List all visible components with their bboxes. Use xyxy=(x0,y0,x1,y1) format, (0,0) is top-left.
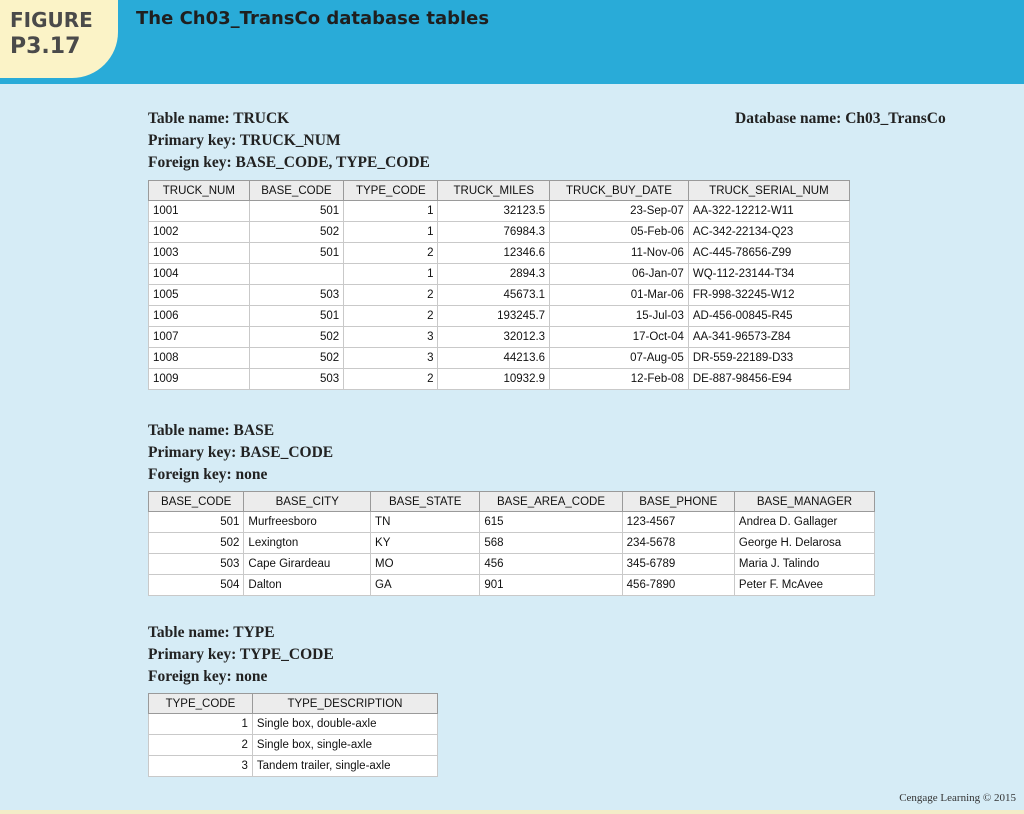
type-column-header: TYPE_DESCRIPTION xyxy=(252,694,437,714)
database-name: Database name: Ch03_TransCo xyxy=(735,110,946,127)
base-cell: Andrea D. Gallager xyxy=(734,512,874,533)
base-cell: Murfreesboro xyxy=(244,512,371,533)
base-cell: 234-5678 xyxy=(622,533,734,554)
truck-cell: 32123.5 xyxy=(438,201,550,222)
truck-column-header: TYPE_CODE xyxy=(344,181,438,201)
truck-cell: 502 xyxy=(249,348,344,369)
truck-cell: 07-Aug-05 xyxy=(550,348,689,369)
base-cell: Lexington xyxy=(244,533,371,554)
base-cell: 615 xyxy=(480,512,622,533)
base-cell: 123-4567 xyxy=(622,512,734,533)
truck-table-name: Table name: TRUCK xyxy=(148,110,290,127)
base-cell: 504 xyxy=(149,575,244,596)
copyright-credit: Cengage Learning © 2015 xyxy=(899,792,1016,804)
truck-table-row xyxy=(149,264,850,285)
base-primary-key: Primary key: BASE_CODE xyxy=(148,444,334,461)
figure-tab xyxy=(0,0,118,78)
type-table-row xyxy=(149,714,438,735)
truck-cell: DR-559-22189-D33 xyxy=(688,348,849,369)
type-cell: 2 xyxy=(149,735,253,756)
base-cell: 901 xyxy=(480,575,622,596)
type-cell: Tandem trailer, single-axle xyxy=(252,756,437,777)
truck-cell: 2 xyxy=(344,243,438,264)
base-cell: Peter F. McAvee xyxy=(734,575,874,596)
truck-cell: 3 xyxy=(344,327,438,348)
truck-table-body xyxy=(149,201,850,390)
truck-cell: AD-456-00845-R45 xyxy=(688,306,849,327)
truck-cell: 2 xyxy=(344,306,438,327)
truck-cell: WQ-112-23144-T34 xyxy=(688,264,849,285)
base-table-row xyxy=(149,554,875,575)
truck-cell: AA-322-12212-W11 xyxy=(688,201,849,222)
type-table-meta xyxy=(148,622,334,688)
truck-cell: AC-342-22134-Q23 xyxy=(688,222,849,243)
truck-cell: 11-Nov-06 xyxy=(550,243,689,264)
base-cell: KY xyxy=(371,533,480,554)
truck-table-row xyxy=(149,243,850,264)
base-cell: 456-7890 xyxy=(622,575,734,596)
truck-cell xyxy=(249,264,344,285)
truck-cell: 193245.7 xyxy=(438,306,550,327)
truck-table-meta xyxy=(148,108,430,174)
base-table-row xyxy=(149,512,875,533)
truck-cell: 2 xyxy=(344,369,438,390)
truck-cell: 44213.6 xyxy=(438,348,550,369)
type-table xyxy=(148,693,438,777)
truck-cell: AC-445-78656-Z99 xyxy=(688,243,849,264)
type-cell: Single box, single-axle xyxy=(252,735,437,756)
type-cell: Single box, double-axle xyxy=(252,714,437,735)
base-table-name: Table name: BASE xyxy=(148,422,275,439)
base-table-meta xyxy=(148,420,333,486)
truck-column-header: TRUCK_SERIAL_NUM xyxy=(688,181,849,201)
base-cell: 503 xyxy=(149,554,244,575)
base-cell: Cape Girardeau xyxy=(244,554,371,575)
truck-cell: 06-Jan-07 xyxy=(550,264,689,285)
base-cell: Dalton xyxy=(244,575,371,596)
base-cell: GA xyxy=(371,575,480,596)
truck-cell: 501 xyxy=(249,243,344,264)
truck-cell: 05-Feb-06 xyxy=(550,222,689,243)
type-table-row xyxy=(149,756,438,777)
type-foreign-key: Foreign key: none xyxy=(148,668,268,685)
type-table-body xyxy=(149,714,438,777)
truck-header-row xyxy=(149,181,850,201)
truck-cell: 1 xyxy=(344,222,438,243)
truck-table-row xyxy=(149,327,850,348)
truck-cell: 45673.1 xyxy=(438,285,550,306)
truck-column-header: BASE_CODE xyxy=(249,181,344,201)
truck-cell: AA-341-96573-Z84 xyxy=(688,327,849,348)
base-cell: 345-6789 xyxy=(622,554,734,575)
truck-cell: 1009 xyxy=(149,369,250,390)
type-table-row xyxy=(149,735,438,756)
base-cell: Maria J. Talindo xyxy=(734,554,874,575)
truck-cell: 501 xyxy=(249,306,344,327)
base-cell: 568 xyxy=(480,533,622,554)
truck-column-header: TRUCK_MILES xyxy=(438,181,550,201)
base-table-row xyxy=(149,575,875,596)
truck-table-row xyxy=(149,306,850,327)
truck-cell: 76984.3 xyxy=(438,222,550,243)
base-column-header: BASE_STATE xyxy=(371,492,480,512)
truck-cell: 17-Oct-04 xyxy=(550,327,689,348)
base-cell: 502 xyxy=(149,533,244,554)
truck-primary-key: Primary key: TRUCK_NUM xyxy=(148,132,341,149)
bottom-rule xyxy=(0,810,1024,814)
truck-cell: 1004 xyxy=(149,264,250,285)
truck-cell: 3 xyxy=(344,348,438,369)
base-table-row xyxy=(149,533,875,554)
base-header-row xyxy=(149,492,875,512)
figure-number: P3.17 xyxy=(10,34,81,59)
truck-cell: 502 xyxy=(249,327,344,348)
base-column-header: BASE_CODE xyxy=(149,492,244,512)
truck-cell: 1 xyxy=(344,201,438,222)
figure-title: The Ch03_TransCo database tables xyxy=(136,8,490,29)
base-cell: 501 xyxy=(149,512,244,533)
truck-table-row xyxy=(149,369,850,390)
truck-cell: 01-Mar-06 xyxy=(550,285,689,306)
base-cell: MO xyxy=(371,554,480,575)
truck-cell: DE-887-98456-E94 xyxy=(688,369,849,390)
truck-cell: 503 xyxy=(249,285,344,306)
truck-foreign-key: Foreign key: BASE_CODE, TYPE_CODE xyxy=(148,154,430,171)
truck-cell: 15-Jul-03 xyxy=(550,306,689,327)
truck-table-row xyxy=(149,285,850,306)
truck-cell: 1001 xyxy=(149,201,250,222)
truck-cell: 502 xyxy=(249,222,344,243)
truck-cell: 501 xyxy=(249,201,344,222)
figure-label: FIGURE xyxy=(10,8,93,32)
truck-table-row xyxy=(149,201,850,222)
truck-cell: 1003 xyxy=(149,243,250,264)
truck-cell: 2 xyxy=(344,285,438,306)
truck-table-row xyxy=(149,348,850,369)
truck-cell: FR-998-32245-W12 xyxy=(688,285,849,306)
base-table xyxy=(148,491,875,596)
base-column-header: BASE_CITY xyxy=(244,492,371,512)
truck-table xyxy=(148,180,850,390)
base-column-header: BASE_AREA_CODE xyxy=(480,492,622,512)
base-table-body xyxy=(149,512,875,596)
type-cell: 3 xyxy=(149,756,253,777)
type-primary-key: Primary key: TYPE_CODE xyxy=(148,646,334,663)
truck-cell: 10932.9 xyxy=(438,369,550,390)
truck-cell: 1006 xyxy=(149,306,250,327)
base-foreign-key: Foreign key: none xyxy=(148,466,268,483)
truck-cell: 12-Feb-08 xyxy=(550,369,689,390)
base-cell: George H. Delarosa xyxy=(734,533,874,554)
type-cell: 1 xyxy=(149,714,253,735)
type-column-header: TYPE_CODE xyxy=(149,694,253,714)
base-cell: 456 xyxy=(480,554,622,575)
truck-cell: 12346.6 xyxy=(438,243,550,264)
truck-cell: 503 xyxy=(249,369,344,390)
type-header-row xyxy=(149,694,438,714)
truck-cell: 1008 xyxy=(149,348,250,369)
truck-table-row xyxy=(149,222,850,243)
truck-cell: 1005 xyxy=(149,285,250,306)
truck-column-header: TRUCK_NUM xyxy=(149,181,250,201)
truck-cell: 2894.3 xyxy=(438,264,550,285)
base-cell: TN xyxy=(371,512,480,533)
base-column-header: BASE_PHONE xyxy=(622,492,734,512)
truck-cell: 1007 xyxy=(149,327,250,348)
truck-column-header: TRUCK_BUY_DATE xyxy=(550,181,689,201)
truck-cell: 1 xyxy=(344,264,438,285)
truck-cell: 32012.3 xyxy=(438,327,550,348)
truck-cell: 1002 xyxy=(149,222,250,243)
type-table-name: Table name: TYPE xyxy=(148,624,275,641)
base-column-header: BASE_MANAGER xyxy=(734,492,874,512)
truck-cell: 23-Sep-07 xyxy=(550,201,689,222)
